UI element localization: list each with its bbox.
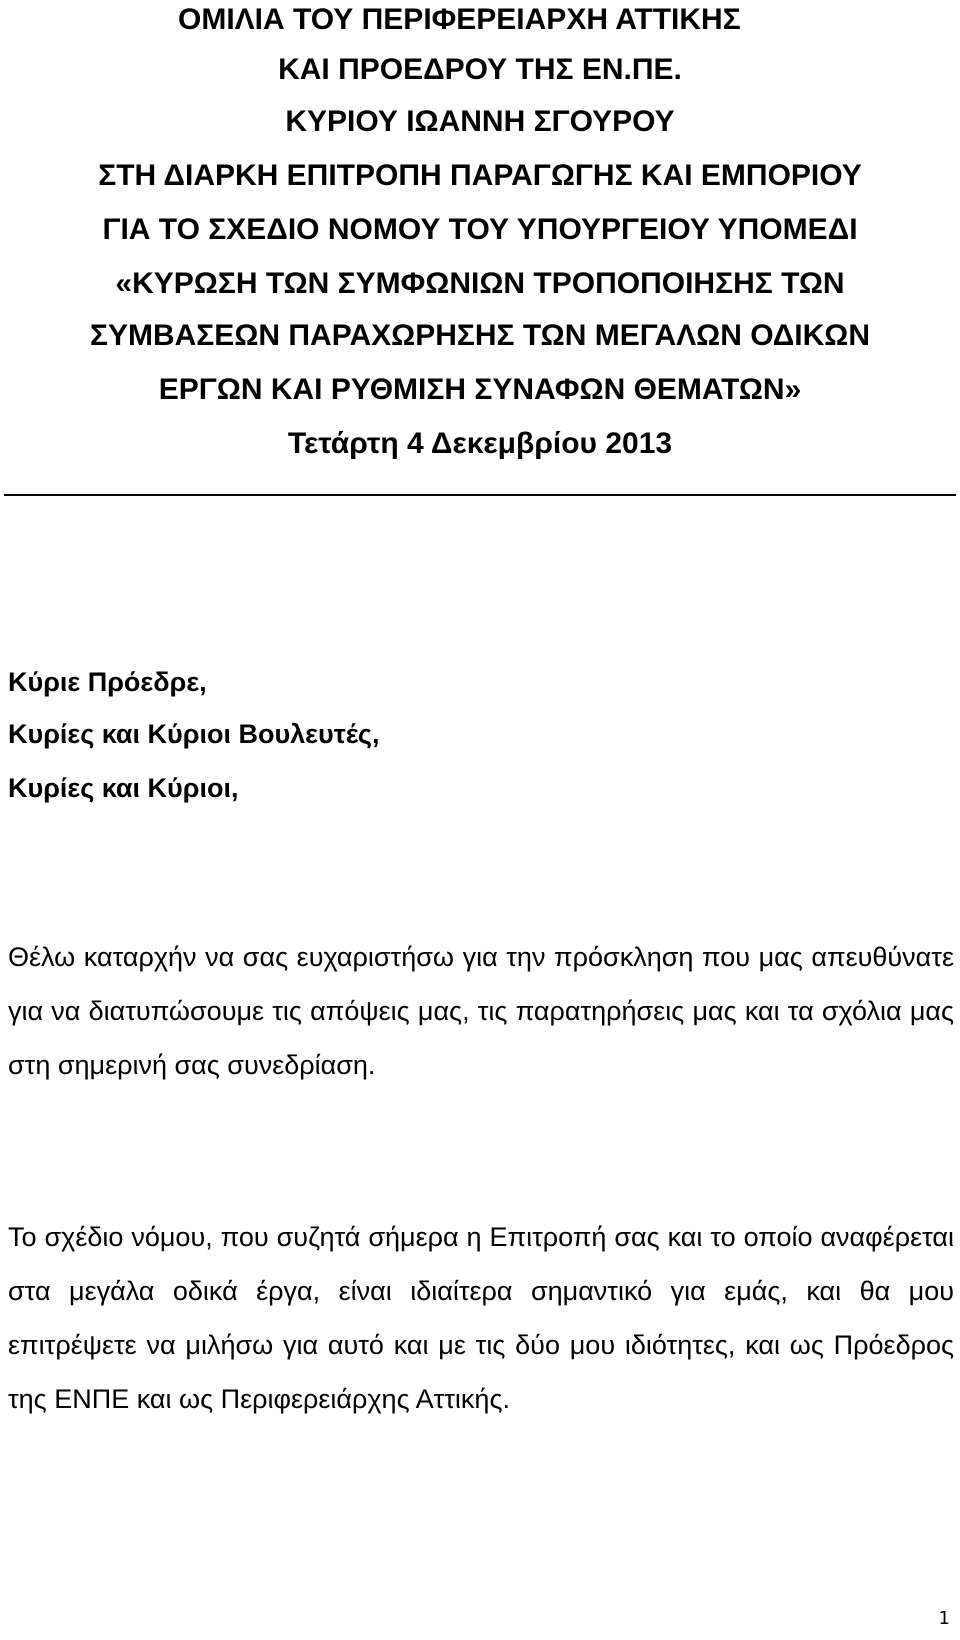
title-line-2: ΚΑΙ ΠΡΟΕΔΡΟΥ ΤΗΣ ΕΝ.ΠΕ. bbox=[278, 53, 682, 86]
body-paragraph-2: Το σχέδιο νόμου, που συζητά σήμερα η Επιτροπή σας και το οποίο αναφέρεται στα μεγάλα οδικά έργα, είναι ιδιαίτερα σημαντικό για εμάς, και θα μου επιτρέψετε να μιλήσω για αυτό και με τις δύο μου ιδιότητες, και ως Πρόεδρος της ΕΝΠΕ και ως Περιφερειάρχης Αττικής. bbox=[8, 1222, 954, 1414]
header-divider bbox=[4, 494, 956, 496]
salutation-2: Κυρίες και Κύριοι Βουλευτές, bbox=[8, 719, 380, 749]
title-line-7: ΣΥΜΒΑΣΕΩΝ ΠΑΡΑΧΩΡΗΣΗΣ ΤΩΝ ΜΕΓΑΛΩΝ ΟΔΙΚΩΝ bbox=[89, 319, 871, 352]
title-line-3: ΚΥΡΙΟΥ ΙΩΑΝΝΗ ΣΓΟΥΡΟΥ bbox=[285, 105, 675, 138]
title-line-5: ΓΙΑ ΤΟ ΣΧΕΔΙΟ ΝΟΜΟΥ ΤΟΥ ΥΠΟΥΡΓΕΙΟΥ ΥΠΟΜΕΔΙ bbox=[102, 213, 858, 246]
document-date: Τετάρτη 4 Δεκεμβρίου 2013 bbox=[287, 427, 673, 460]
title-line-8: ΕΡΓΩΝ ΚΑΙ ΡΥΘΜΙΣΗ ΣΥΝΑΦΩΝ ΘΕΜΑΤΩΝ» bbox=[158, 373, 802, 406]
body-paragraph-1: Θέλω καταρχήν να σας ευχαριστήσω για την πρόσκληση που μας απευθύνατε για να διατυπώσουμε τις απόψεις μας, τις παρατηρήσεις μας και τα σχόλια μας στη σημερινή σας συνεδρίαση. bbox=[8, 942, 954, 1080]
title-line-6: «ΚΥΡΩΣΗ ΤΩΝ ΣΥΜΦΩΝΙΩΝ ΤΡΟΠΟΠΟΙΗΣΗΣ ΤΩΝ bbox=[115, 267, 845, 300]
title-line-1: ΟΜΙΛΙΑ ΤΟΥ ΠΕΡΙΦΕΡΕΙΑΡΧΗ ΑΤΤΙΚΗΣ bbox=[178, 3, 741, 36]
salutation-3: Κυρίες και Κύριοι, bbox=[8, 773, 239, 803]
page-number: 1 bbox=[938, 1608, 950, 1629]
title-line-4: ΣΤΗ ΔΙΑΡΚΗ ΕΠΙΤΡΟΠΗ ΠΑΡΑΓΩΓΗΣ ΚΑΙ ΕΜΠΟΡΙΟΥ bbox=[98, 159, 862, 192]
salutation-1: Κύριε Πρόεδρε, bbox=[8, 667, 207, 697]
